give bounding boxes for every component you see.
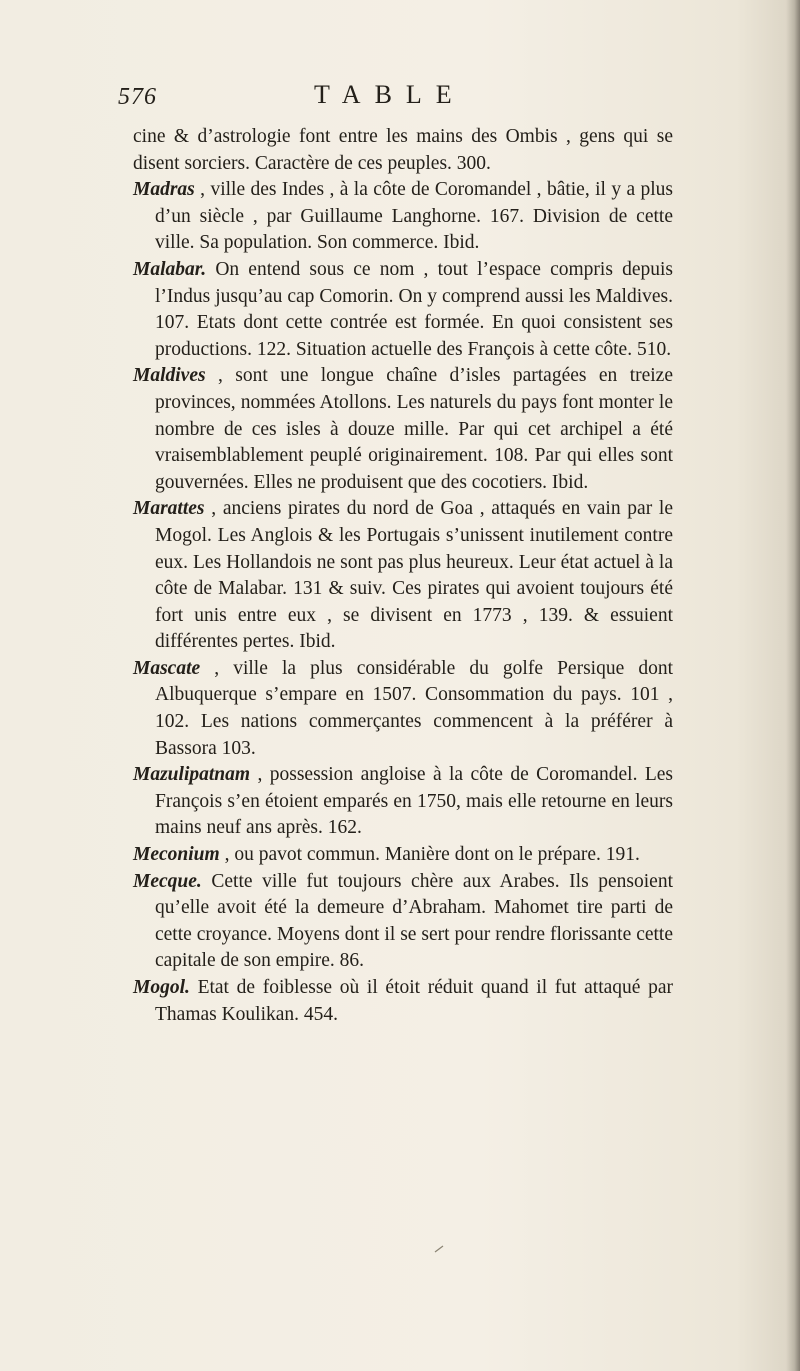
entry-headword: Mazulipatnam xyxy=(133,764,251,786)
index-entry xyxy=(133,124,673,177)
entry-separator xyxy=(190,977,198,998)
entry-text: sont une longue chaîne d’isles partagées en treize provinces, nommées Atollons. Les naturels du pays font monter le nombre de ces isles à douze mille. Par qui cet archipel a été vraisemblablement peuplé originairement. 108. Par qui elles sont gouvernées. Elles ne produisent que des cocotiers. Ibid. xyxy=(155,365,673,493)
index-entry xyxy=(133,656,673,762)
entry-headword: Meconium xyxy=(133,844,220,866)
entry-headword: Malabar. xyxy=(133,258,207,280)
entry-text: anciens pirates du nord de Goa , attaqués en vain par le Mogol. Les Anglois & les Portugais s’unissent inutilement contre eux. Les Hollandois ne sont pas plus heureux. Leur état actuel à la côte de Malabar. 131 & suiv. Ces pirates qui avoient toujours été fort unis entre eux , se divisent en 1773 , 139. & essuient différentes pertes. Ibid. xyxy=(155,498,673,653)
page-edge-shadow xyxy=(786,0,800,1371)
page-header xyxy=(118,80,678,120)
page-number: 576 xyxy=(118,84,157,110)
index-entry xyxy=(133,869,673,975)
index-entries xyxy=(133,124,673,1028)
index-entry xyxy=(133,975,673,1028)
entry-separator: , xyxy=(204,498,223,520)
entry-separator: , xyxy=(219,844,235,866)
entry-text: ou pavot commun. Manière dont on le prépare. 191. xyxy=(234,844,640,866)
entry-text: Etat de foiblesse où il étoit réduit quand il fut attaqué par Thamas Koulikan. 454. xyxy=(155,977,674,1025)
index-entry xyxy=(133,842,673,869)
index-entry xyxy=(133,363,673,496)
entry-text: cine & d’astrologie font entre les mains des Ombis , gens qui se disent sorciers. Caractère de ces peuples. 300. xyxy=(133,126,673,174)
entry-headword: Mascate xyxy=(133,657,201,679)
entry-headword: Marattes xyxy=(133,498,205,520)
running-title: TABLE xyxy=(314,80,466,109)
entry-headword: Maldives xyxy=(133,365,206,387)
index-entry xyxy=(133,177,673,257)
index-entry xyxy=(133,762,673,842)
entry-separator xyxy=(202,871,212,892)
entry-text: ville la plus considérable du golfe Persique dont Albuquerque s’empare en 1507. Consommation du pays. 101 , 102. Les nations commerçantes commencent à la préférer à Bassora 103. xyxy=(155,657,674,759)
index-entry xyxy=(133,496,673,656)
entry-separator: , xyxy=(250,764,270,786)
entry-headword: Mecque. xyxy=(133,870,202,892)
entry-text: Cette ville fut toujours chère aux Arabes. Ils pensoient qu’elle avoit été la demeure d’Abraham. Mahomet tire parti de cette croyance. Moyens dont il se sert pour rendre florissante cette capitale de son empire. 86. xyxy=(155,870,673,972)
entry-separator: , xyxy=(205,365,236,387)
entry-separator: , xyxy=(194,179,211,201)
ink-speck xyxy=(434,1245,444,1253)
index-entry xyxy=(133,257,673,363)
entry-separator xyxy=(206,259,215,280)
entry-text: On entend sous ce nom , tout l’espace compris depuis l’Indus jusqu’au cap Comorin. On y comprend aussi les Maldives. 107. Etats dont cette contrée est formée. En quoi consistent ses productions. 122. Situation actuelle des François à cette côte. 510. xyxy=(155,258,673,360)
entry-headword: Madras xyxy=(133,179,195,201)
entry-headword: Mogol. xyxy=(133,977,190,998)
entry-text: ville des Indes , à la côte de Coromandel , bâtie, il y a plus d’un siècle , par Guillaume Langhorne. 167. Division de cette ville. Sa population. Son commerce. Ibid. xyxy=(155,179,674,254)
entry-text: possession angloise à la côte de Coromandel. Les François s’en étoient emparés en 1750, mais elle retourne en leurs mains neuf ans après. 162. xyxy=(155,764,674,839)
entry-separator: , xyxy=(200,657,234,679)
